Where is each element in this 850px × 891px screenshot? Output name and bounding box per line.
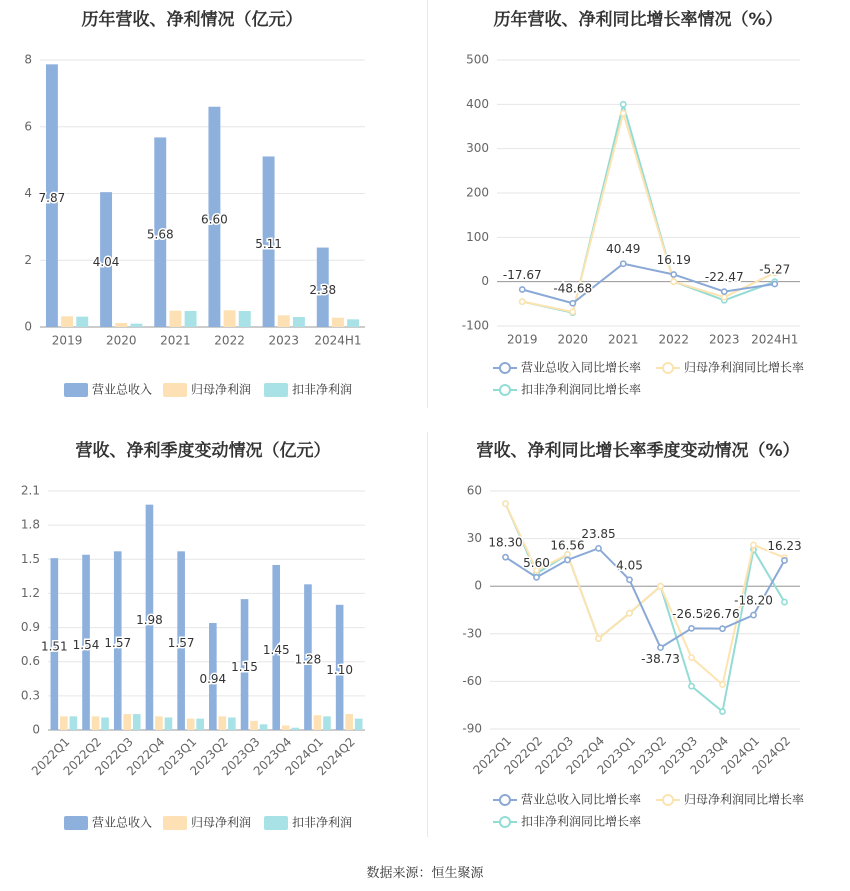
data-point <box>751 542 756 547</box>
chart-title: 营收、净利同比增长率季度变动情况（%） <box>476 441 800 461</box>
x-tick-label: 2024Q1 <box>718 733 763 778</box>
bar-2 <box>92 716 100 730</box>
legend-label: 归母净利润同比增长率 <box>684 360 805 375</box>
y-tick-label: 30 <box>466 531 482 546</box>
data-label: 40.49 <box>606 242 641 257</box>
data-label: -18.20 <box>734 593 773 608</box>
data-label: 4.04 <box>92 255 120 270</box>
legend-label: 扣非净利润 <box>292 382 353 397</box>
y-tick-label: 300 <box>466 141 489 156</box>
x-tick-label: 2023Q3 <box>219 734 263 779</box>
legend-swatch <box>64 383 88 397</box>
data-point <box>565 557 570 562</box>
x-tick-label: 2024Q2 <box>314 734 358 779</box>
legend-swatch <box>264 816 288 830</box>
x-tick-label: 2023Q1 <box>594 733 639 778</box>
legend-marker <box>663 795 673 805</box>
data-label: 1.10 <box>326 662 353 677</box>
legend-swatch <box>163 383 187 397</box>
bar-3 <box>130 324 142 327</box>
x-tick-label: 2023Q4 <box>250 734 295 779</box>
bar-2 <box>169 311 181 327</box>
x-tick-label: 2022Q4 <box>563 733 608 778</box>
data-label: 0.94 <box>199 672 227 687</box>
bar-3 <box>101 717 109 730</box>
legend-label: 归母净利润同比增长率 <box>684 792 805 807</box>
x-tick-label: 2019 <box>51 333 83 348</box>
bar-2 <box>314 715 322 730</box>
y-tick-label: 200 <box>466 185 489 200</box>
x-tick-label: 2023Q4 <box>687 733 732 778</box>
data-label: 1.57 <box>104 636 132 651</box>
x-tick-label: 2023 <box>268 333 300 348</box>
data-label: 1.15 <box>231 660 258 675</box>
bar-2 <box>60 716 68 730</box>
data-point <box>570 309 575 314</box>
data-source-note: 数据来源：恒生聚源 <box>366 866 484 881</box>
x-tick-label: 2020 <box>557 332 589 347</box>
data-label: 26.76 <box>705 607 740 622</box>
x-tick-label: 2022Q1 <box>470 733 515 778</box>
bar-3 <box>239 311 251 327</box>
bar-2 <box>155 716 163 730</box>
bar-3 <box>291 728 299 730</box>
data-point <box>772 281 777 286</box>
data-point <box>503 555 508 560</box>
data-point <box>621 111 626 116</box>
legend-label: 营业总收入同比增长率 <box>521 792 642 807</box>
data-point <box>689 684 694 689</box>
bar-3 <box>76 317 88 327</box>
chart-2 <box>462 9 804 397</box>
data-label: -26.58 <box>672 606 711 621</box>
x-tick-label: 2022Q3 <box>532 733 577 778</box>
y-tick-label: 0.9 <box>20 620 40 635</box>
bar-3 <box>165 717 173 730</box>
data-label: 1.28 <box>294 652 322 667</box>
y-tick-label: 0 <box>32 722 40 737</box>
x-tick-label: 2024H1 <box>751 332 799 347</box>
data-point <box>782 558 787 563</box>
y-tick-label: -100 <box>461 318 489 333</box>
series-line-3 <box>506 504 785 712</box>
chart-title: 营收、净利季度变动情况（亿元） <box>75 441 331 461</box>
data-point <box>720 682 725 687</box>
y-tick-label: 2 <box>24 252 32 267</box>
x-tick-label: 2024Q2 <box>749 733 794 778</box>
y-tick-label: 1.2 <box>20 585 40 600</box>
data-point <box>671 272 676 277</box>
data-point <box>565 552 570 557</box>
x-tick-label: 2023Q2 <box>625 733 670 778</box>
data-point <box>658 584 663 589</box>
bar-3 <box>347 319 359 327</box>
data-point <box>689 626 694 631</box>
bar-2 <box>224 310 236 327</box>
data-point <box>627 611 632 616</box>
data-label: -38.73 <box>641 652 680 667</box>
x-tick-label: 2021 <box>607 332 639 347</box>
chart-3 <box>21 440 365 830</box>
data-label: 1.51 <box>40 639 68 654</box>
bar-3 <box>293 317 305 327</box>
data-label: -5.27 <box>759 262 791 277</box>
y-tick-label: 0 <box>474 578 482 593</box>
legend-swatch <box>64 816 88 830</box>
x-tick-label: 2022Q2 <box>501 733 546 778</box>
data-point <box>596 636 601 641</box>
x-tick-label: 2022Q2 <box>60 734 105 779</box>
data-label: 1.98 <box>136 612 163 627</box>
data-label: 5.68 <box>146 227 174 242</box>
x-tick-label: 2022Q1 <box>28 734 73 779</box>
y-tick-label: -90 <box>462 721 482 736</box>
chart-title: 历年营收、净利同比增长率情况（%） <box>493 10 783 30</box>
bar-3 <box>228 717 236 730</box>
y-tick-label: 0 <box>24 319 32 334</box>
data-label: 23.85 <box>581 526 616 541</box>
data-label: 16.56 <box>550 538 585 553</box>
bar-2 <box>282 725 290 730</box>
bar-2 <box>61 316 73 327</box>
legend-label: 营业总收入 <box>92 382 153 397</box>
data-point <box>671 279 676 284</box>
data-point <box>621 261 626 266</box>
data-label: 16.23 <box>767 538 802 553</box>
bar-3 <box>70 716 78 730</box>
x-tick-label: 2023 <box>708 332 740 347</box>
bar-3 <box>260 724 268 730</box>
x-tick-label: 2023Q1 <box>155 734 200 779</box>
y-tick-label: 0.6 <box>20 654 40 669</box>
y-tick-label: 8 <box>24 52 32 67</box>
data-point <box>658 645 663 650</box>
legend-label: 扣非净利润同比增长率 <box>521 814 642 829</box>
data-point <box>720 709 725 714</box>
y-tick-label: -30 <box>462 626 482 641</box>
data-label: 5.60 <box>523 555 550 570</box>
data-point <box>534 575 539 580</box>
data-label: 1.54 <box>72 637 100 652</box>
legend-swatch <box>163 816 187 830</box>
x-tick-label: 2022Q4 <box>123 734 168 779</box>
chart-4 <box>462 440 804 829</box>
x-tick-label: 2019 <box>506 332 538 347</box>
x-tick-label: 2023Q2 <box>187 734 231 779</box>
data-label: -22.47 <box>704 270 744 285</box>
chart-title: 历年营收、净利情况（亿元） <box>81 10 303 30</box>
data-label: -48.68 <box>553 281 593 296</box>
bar-2 <box>123 714 131 730</box>
x-tick-label: 2024H1 <box>314 333 362 348</box>
bar-2 <box>250 721 258 730</box>
y-tick-label: -60 <box>462 673 482 688</box>
x-tick-label: 2022 <box>658 332 690 347</box>
legend-label: 营业总收入同比增长率 <box>521 360 642 375</box>
data-label: -17.67 <box>502 268 542 283</box>
legend-marker <box>500 795 510 805</box>
data-label: 6.60 <box>201 212 228 227</box>
data-point <box>782 599 787 604</box>
bar-2 <box>278 315 290 327</box>
legend-marker <box>500 363 510 373</box>
data-point <box>722 295 727 300</box>
y-tick-label: 400 <box>466 96 489 111</box>
data-point <box>689 655 694 660</box>
legend-marker <box>500 385 510 395</box>
legend-label: 扣非净利润 <box>292 815 353 830</box>
data-point <box>627 577 632 582</box>
y-tick-label: 4 <box>24 186 32 200</box>
data-point <box>520 287 525 292</box>
x-tick-label: 2023Q3 <box>656 733 701 778</box>
x-tick-label: 2021 <box>160 333 191 348</box>
data-point <box>722 289 727 294</box>
data-label: 1.57 <box>167 636 195 651</box>
legend-label: 归母净利润 <box>191 815 252 830</box>
y-tick-label: 100 <box>466 229 489 244</box>
y-tick-label: 2.1 <box>20 483 40 498</box>
data-point <box>621 102 626 107</box>
data-label: 7.87 <box>38 191 66 206</box>
data-point <box>520 299 525 304</box>
y-tick-label: 6 <box>24 119 32 134</box>
legend-label: 归母净利润 <box>191 382 252 397</box>
y-tick-label: 0.3 <box>20 688 40 703</box>
legend-label: 营业总收入 <box>92 815 153 830</box>
chart-1 <box>24 9 365 397</box>
y-tick-label: 1.8 <box>20 517 40 532</box>
data-point <box>503 501 508 506</box>
bar-2 <box>345 714 353 730</box>
legend-swatch <box>264 383 288 397</box>
bar-2 <box>332 318 344 327</box>
data-point <box>720 626 725 631</box>
bar-3 <box>133 714 141 730</box>
bar-3 <box>196 719 204 730</box>
data-label: 4.05 <box>616 558 643 573</box>
x-tick-label: 2020 <box>105 333 137 348</box>
bar-3 <box>323 716 331 730</box>
bar-2 <box>115 323 127 327</box>
data-label: 2.38 <box>309 282 337 297</box>
bar-3 <box>355 719 363 730</box>
x-tick-label: 2024Q1 <box>282 734 327 779</box>
legend-label: 扣非净利润同比增长率 <box>521 382 642 397</box>
data-label: 1.45 <box>262 642 290 657</box>
data-label: 16.19 <box>656 252 691 267</box>
y-tick-label: 1.5 <box>20 551 40 566</box>
y-tick-label: 500 <box>466 52 489 67</box>
x-tick-label: 2022 <box>214 333 245 348</box>
bar-2 <box>187 719 195 730</box>
data-label: 18.30 <box>488 535 523 550</box>
bar-3 <box>185 311 197 327</box>
legend-marker <box>663 363 673 373</box>
data-point <box>596 546 601 551</box>
data-label: 5.11 <box>255 237 282 252</box>
y-tick-label: 60 <box>466 483 482 498</box>
x-tick-label: 2022Q3 <box>92 734 136 779</box>
data-point <box>751 612 756 617</box>
bar-2 <box>219 716 227 730</box>
data-point <box>570 301 575 306</box>
legend-marker <box>500 817 510 827</box>
y-tick-label: 0 <box>481 274 489 289</box>
